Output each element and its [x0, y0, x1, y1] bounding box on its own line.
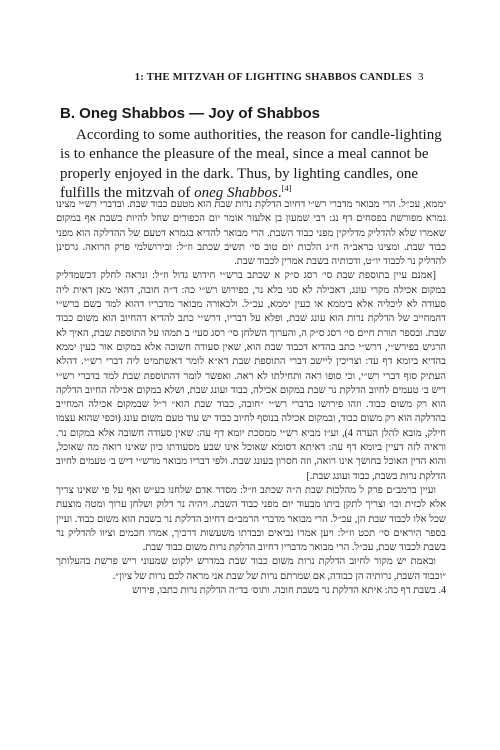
body-paragraph: [60, 126, 445, 203]
footnote-paragraph: [56, 555, 446, 584]
footnotes-block: [56, 198, 446, 598]
footnote-4-text: בשבת דף כה: איתא הדלקת נר בשבת חובה. ותוס׳ בד״ה הדלקת נרות כתבו, פירוש: [132, 585, 436, 597]
italic-term: oneg Shabbos: [194, 184, 278, 201]
footnote-4: [56, 584, 446, 598]
footnote-paragraph: [56, 484, 446, 555]
body-text: According to some authorities, the reason for candle-lighting is to enhance the pleasure of the meal, since a meal cannot be properly enjoyed in the dark. Thus, by lighting candles, one fulfills the mitzvah of: [60, 127, 442, 201]
running-head: 1: THE MITZVAH OF LIGHTING SHABBOS CANDLES: [134, 72, 412, 83]
footnote-paragraph: [56, 269, 446, 483]
page-number: 3: [418, 71, 424, 83]
footnote-text: ועיין ברמב״ם פרק ל מהלכות שבת ה״ה שכתב וז״ל: מסדר אדם שלחנו בע״ש ואף על פי שאינו צריך אלא לכזית וכו׳ וצריך לתקן ביתו מבעוד יום מפני כבוד השבת. ויהיה נר דלוק ושלחן ערוך ומטה מוצעת שכל אלו לכבוד שבת הן, עכ״ל. הרי מבואר מדברי הרמב״ם דחיוב הדלקת נר בשבת הוא משום כבוד. ועיין בספר היראים סי׳ תכט וז״ל: ויען אמרו נביאים וכבדתו משעשות דרכיך, אמרו חכמים וציוו להדליק נר בשבת לכבוד שבת, עכ״ל. הרי מבואר מדבריו דחיוב הדלקת נרות משום כבוד שבת.: [56, 484, 446, 554]
footnote-text: ובאמת יש מקור לחיוב הדלקת נרות משום כבוד שבת במדרש ילקוט שמעוני ריש פרשת בהעלותך ״וכבוד השבת, נרותיה הן כבודה, אם שמרתם נרות של שבת אני מראה לכם נרות של ציון״.: [56, 556, 446, 582]
footnote-reference[interactable]: [4]: [281, 182, 292, 193]
footnote-4-label: 4.: [438, 585, 446, 597]
body-text-end: .: [277, 184, 282, 201]
footnote-text: [אמנם עיין בתוספת שבת סי׳ רסג ס״ק א שכתב ברש״י חידוש גדול וז״ל: ונראה לחלק דכשמדליק במקום אכילה מקרי עונג, דאכילה לא סגי בלא נר, כפירוש רש״י כה: ד״ה חובה, דהאי מאן דאית ליה סעודה לא ליכליה אלא ביממא או כעין יממא, עכ״ל. ולכאורה מבואר מדבריו דהוא למד בשם ברש״י דהמחייב של הדלקת נרות הוא עונג שבת, ופלא על דבריו, דרש״י כתב להדיא דהחיוב הוא משום כבוד שבת. ובספר תורת חיים סי׳ רסג ס״ק ה, והערוך השלחן סי׳ רסג סעי׳ ב תמהו על התוספת שבת, האיך לא הרגיש בפירש״י, דרש״י כתב בהדיא דכבוד שבת הוא, שאין סעודה חשובה אלא במקום אור כעין יממא בהדיא ביומא דף עד: וצריכין ליישב דברי התוספת שבת דא״א לומר דאשתמיט ליה דברי רש״י. דהלא העתיק סוף דברי רש״י, וכי סופו ראה ותחילתו לא ראה. ואפשר לומר דהתוספת שבת למד בדברי רש״י דיש ב׳ טעמים לחיוב הדלקת נר שבת במקום אכילה, כבוד ועונג שבת, ושלא במקום אכילה החיוב הדלקה הוא רק משום כבוד. וזהו פירושו בדברי רש״י ״חובה, כבוד שבת הוא״ ר״ל שבמקום אכילה המחייב בהדלקה הוא רק משום כבוד, ובמקום אכילה בנוסף לחיוב כבוד יש עוד טעם משום עונג (וכפי שהוא עצמו חילק, מובא להלן הערה 4), וע״ז מביא רש״י ממסכת יומא דף עה: שאין סעודה חשובה אלא במקום נר. וראיה לזה דעיין ביומא דף עה: דאיתא דסומא שאוכל אינו שבע מסעודתו כיון שאינו רואה מה שאוכל, והוא הדין האוכל בחושך אינו רואה, וזה חסרון בעונג שבת. ולפי דבריו מבואר מרש״י דיש ב׳ טעמים לחיוב הדלקת נרות בשבת, כבוד ועונג שבת.]: [56, 270, 447, 482]
footnote-paragraph: יממא, עכ״ל. הרי מבואר מדברי רש״י דחיוב הדלקת נרות שבת הוא מטעם כבוד שבת. ובדברי רש״י מצינו גמרא מפורשת בפסחים דף נג: רבי שמעון בן אלעזר אומר יום הכפורים שחל להיות בשבת אף במקום שאמרו שלא להדליק מדליקין מפני כבוד השבת. הרי מבואר להדיא בגמרא דטעם של ההדלקה הוא מפני כבוד שבת. ומצינו בראב״ה ח״ג הלכות יום טוב סי׳ תשיב שכתב וז״ל: ובירושלמי פרק הרואה. גרסינן להדליק נר לכבוד יו״ט, ודכותיה בשבת אמרין לכבוד שבת.: [56, 199, 446, 268]
section-heading: B. Oneg Shabbos — Joy of Shabbos: [60, 105, 321, 122]
